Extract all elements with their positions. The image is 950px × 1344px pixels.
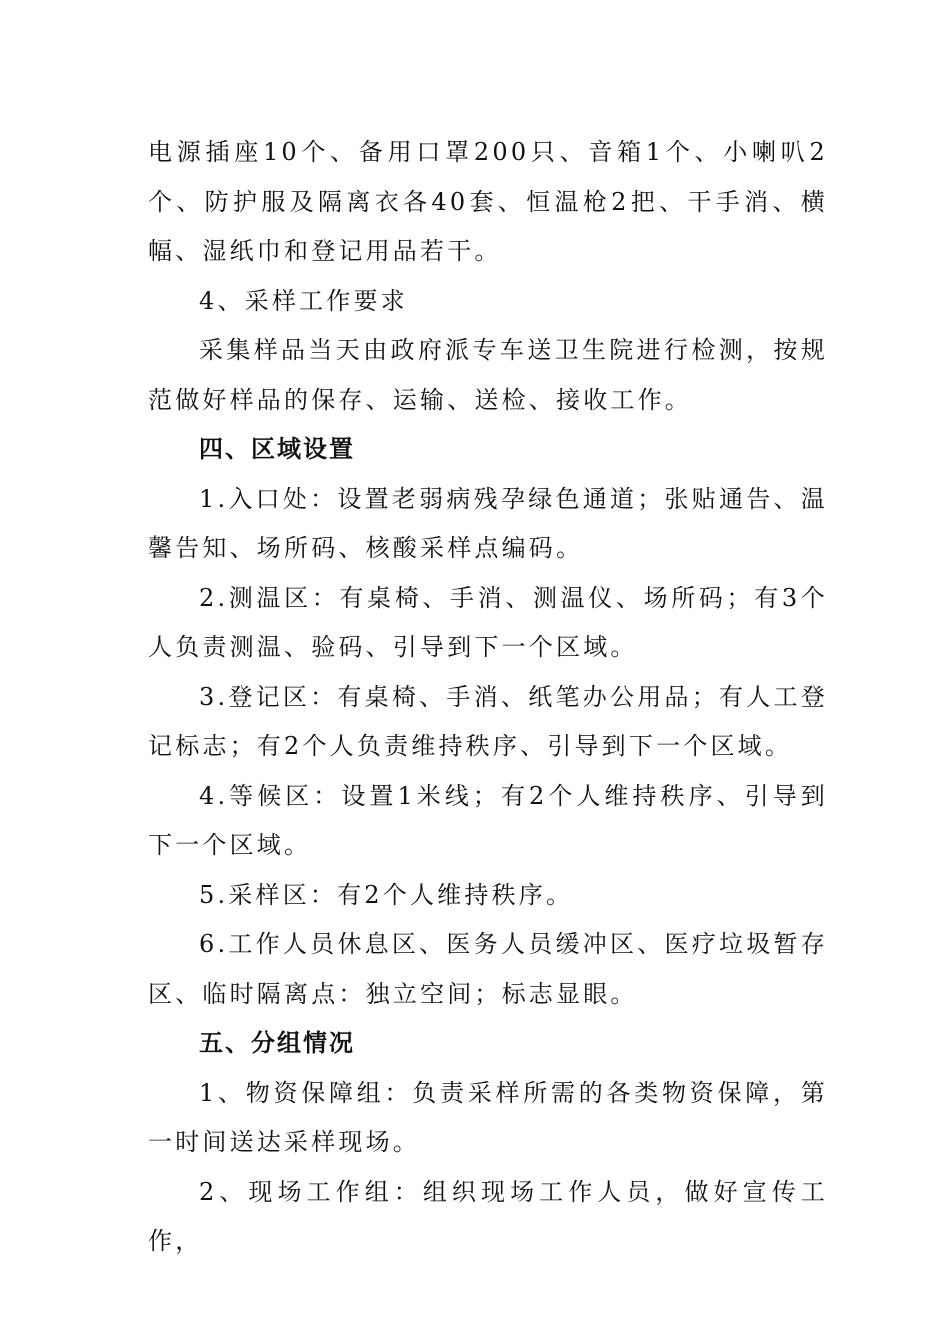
paragraph-sampling-requirements-body: 采集样品当天由政府派专车送卫生院进行检测，按规范做好样品的保存、运输、送检、接收工作。 xyxy=(148,336,828,414)
paragraph-sampling-requirements-title: 4、采样工作要求 xyxy=(199,286,408,315)
document-body xyxy=(148,128,828,1267)
paragraph-zone-registration: 3.登记区：有桌椅、手消、纸笔办公用品；有人工登记标志；有2个人负责维持秩序、引导到下一个区域。 xyxy=(148,682,828,760)
section-heading-zone-setup: 四、区域设置 xyxy=(199,435,355,463)
paragraph-zone-sampling: 5.采样区：有2个人维持秩序。 xyxy=(199,880,574,909)
paragraph-zone-temperature: 2.测温区：有桌椅、手消、测温仪、场所码；有3个人负责测温、验码、引导到下一个区域。 xyxy=(148,583,828,661)
section-heading-grouping: 五、分组情况 xyxy=(199,1029,355,1057)
paragraph-group-onsite: 2、现场工作组：组织现场工作人员，做好宣传工作， xyxy=(148,1177,828,1255)
paragraph-zone-entrance: 1.入口处：设置老弱病残孕绿色通道；张贴通告、温馨告知、场所码、核酸采样点编码。 xyxy=(148,484,828,562)
paragraph-zone-waiting: 4.等候区：设置1米线；有2个人维持秩序、引导到下一个区域。 xyxy=(148,781,828,859)
paragraph-supplies-continued: 电源插座10个、备用口罩200只、音箱1个、小喇叭2个、防护服及隔离衣各40套、恒温枪2把、干手消、横幅、湿纸巾和登记用品若干。 xyxy=(148,138,828,265)
paragraph-group-supplies: 1、物资保障组：负责采样所需的各类物资保障，第一时间送达采样现场。 xyxy=(148,1078,828,1156)
paragraph-zone-staff-areas: 6.工作人员休息区、医务人员缓冲区、医疗垃圾暂存区、临时隔离点：独立空间；标志显眼。 xyxy=(148,930,828,1008)
